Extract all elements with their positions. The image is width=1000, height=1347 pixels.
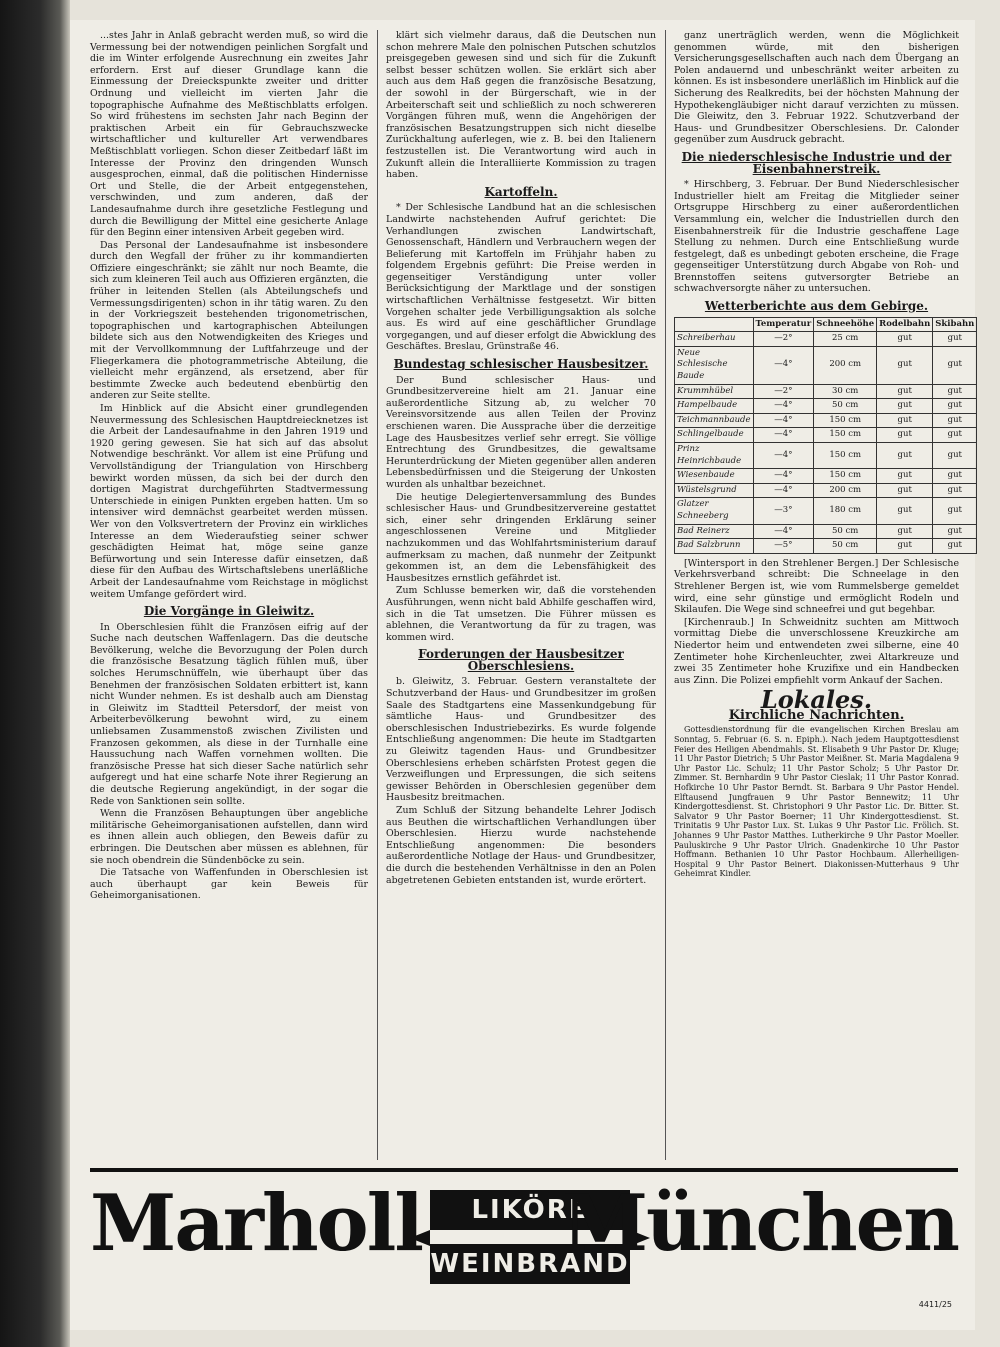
article-text: Die heutige Delegiertenversammlung des Bundes schlesischer Haus- und Grundbesitzervereine gestattet sich, einer sehr dringenden Erklärung seiner angeschlossenen Vereine und Mitglieder nachzukommen und das Wohlfahrtsministerium darauf aufmerksam zu machen, daß nunmehr der Zeitpunkt gekommen ist, an dem die Lebensfähigkeit des Hausbesitzes ernstlich gefährdet ist. [386, 491, 656, 584]
weather-cell: 150 cm [814, 413, 877, 428]
weather-row [675, 483, 977, 498]
weather-cell: 150 cm [814, 469, 877, 484]
ad-label-weinbrand: WEINBRAND [430, 1244, 630, 1284]
weather-cell: gut [877, 483, 933, 498]
weather-cell: gut [877, 498, 933, 524]
weather-cell: gut [933, 443, 977, 469]
book-binding-edge [0, 0, 70, 1347]
weather-cell: —4° [753, 483, 814, 498]
headline-forderungen: Forderungen der Hausbesitzer Oberschlesiens. [418, 647, 624, 673]
weather-cell: Bad Reinerz [675, 524, 754, 539]
weather-row [675, 384, 977, 399]
article-text: b. Gleiwitz, 3. Februar. Gestern veranstaltete der Schutzverband der Haus- und Grundbesitzer im großen Saale des Stadtgartens eine Massenkundgebung für sämtliche Haus- und Grundbesitzer des oberschlesischen Industriebezirks. Es wurde folgende Entschließung angenommen: Die heute im Stadtgarten zu Gleiwitz tagenden Haus- und Grundbesitzer Oberschlesiens erheben schärfsten Protest gegen die Verzweiflungen und Erpressungen, die sich seitens gewisser Behörden in Oberschlesien gegenüber dem Hausbesitz breitmachen. [386, 676, 656, 804]
weather-cell: Bad Salzbrunn [675, 539, 754, 554]
weather-cell: gut [877, 524, 933, 539]
weather-cell: 150 cm [814, 443, 877, 469]
weather-cell: gut [933, 469, 977, 484]
weather-cell: 50 cm [814, 539, 877, 554]
weather-cell: —2° [753, 332, 814, 347]
headline-hausbesitzer: Bundestag schlesischer Hausbesitzer. [393, 357, 649, 372]
weather-header: Skibahn [933, 317, 977, 332]
weather-cell: —4° [753, 524, 814, 539]
weather-cell: gut [933, 524, 977, 539]
weather-cell: gut [933, 483, 977, 498]
weather-cell: 200 cm [814, 346, 877, 384]
weather-cell: Wüstelsgrund [675, 483, 754, 498]
weather-cell: 30 cm [814, 384, 877, 399]
weather-header-row [675, 317, 977, 332]
weather-cell: gut [877, 346, 933, 384]
weather-header: Schneehöhe [814, 317, 877, 332]
weather-cell: 200 cm [814, 483, 877, 498]
weather-row [675, 469, 977, 484]
weather-cell: gut [877, 539, 933, 554]
weather-cell: gut [877, 332, 933, 347]
weather-body [675, 332, 977, 554]
weather-cell: —3° [753, 498, 814, 524]
column-2 [386, 30, 656, 1160]
weather-row [675, 399, 977, 414]
weather-cell: gut [877, 443, 933, 469]
weather-cell: gut [933, 413, 977, 428]
article-text: ganz unerträglich werden, wenn die Möglichkeit genommen würde, mit den bisherigen Versicherungsgesellschaften auch nach dem Übergang an Polen andauernd und unbeschränkt weiter arbeiten zu können. Es ist insbesondere unerläßlich im Hinblick auf die Sicherung des Realkredits, bei der höchsten Mahnung der Hypothekengläubiger nicht darauf verzichten zu müssen. Die Gleiwitz, den 3. Februar 1922. Schutzverband der Haus- und Grundbesitzer Oberschlesiens. Dr. Calonder gegenüber zum Ausdruck gebracht. [674, 30, 959, 146]
article-text: Zum Schlusse bemerken wir, daß die vorstehenden Ausführungen, wenn nicht bald Abhilfe geschaffen wird, sich in die Tat umsetzen. Die Führer müssen es ablehnen, die Verantwortung da für zu tragen, was kommen wird. [386, 585, 656, 643]
newspaper-page [70, 20, 975, 1330]
weather-cell: —4° [753, 413, 814, 428]
column-1 [90, 30, 368, 1160]
weather-cell: Wiesenbaude [675, 469, 754, 484]
ad-brand-left: Marholl [90, 1178, 422, 1269]
arrow-left-icon [410, 1230, 430, 1246]
article-text: * Der Schlesische Landbund hat an die schlesischen Landwirte nachstehenden Aufruf gerichtet: Die Verhandlungen zwischen Landwirtschaft, Genossenschaft, Händlern und Verbrauchern wegen der Belieferung mit Kartoffeln im Frühjahr haben zu folgendem Ergebnis geführt: Die Preise werden in gegenseitiger Verständigung unter voller Berücksichtigung der Marktlage und der sonstigen wirtschaftlichen Verhältnisse festgesetzt. Wir bitten Vorgehen schalter jede Verbilligungsaktion als solche aus. Es wird auf eine geschäftlicher Grundlage vorgegangen, und auf dieser erfolgt die Abwicklung des Geschäftes. Breslau, Grünstraße 46. [386, 202, 656, 353]
article-text: Der Bund schlesischer Haus- und Grundbesitzervereine hielt am 21. Januar eine außerordentliche Sitzung ab, zu welcher 70 Vereinsvorsitzende aus allen Teilen der Provinz erschienen waren. Die Aussprache über die derzeitige Lage des Hausbesitzes verlief sehr erregt. Sie völlige Entrechtung des Grundbesitzes, die gewaltsame Herunterdrückung der Mieten gegenüber allen anderen Lebensbedürfnissen und die Steigerung der Unkosten wurden als unhaltbar bezeichnet. [386, 374, 656, 490]
headline-gleiwitz: Die Vorgänge in Gleiwitz. [143, 604, 315, 619]
weather-cell: —4° [753, 443, 814, 469]
column-rule [377, 30, 378, 1160]
weather-cell: Schlingelbaude [675, 428, 754, 443]
article-text: klärt sich vielmehr daraus, daß die Deutschen nun schon mehrere Male den polnischen Putschen schutzlos preisgegeben gewesen sind und sich für die Zukunft selbst besser schützen wollen. Sie erklärt sich aber auch aus dem Haß gegen die französische Besatzung, der sowohl in der Bürgerschaft, wie in der Arbeiterschaft seit und schließlich zu noch schwereren Vorgängen führen muß, wenn die Angehörigen der französischen Besatzungstruppen sich nicht dieselbe Zurückhaltung auferlegen, wie z. B. bei den Italienern festzustellen ist. Die Verantwortung wird auch in Zukunft allein die Interalliierte Kommission zu tragen haben. [386, 30, 656, 181]
article-text: Gottesdienstordnung für die evangelischen Kirchen Breslau am Sonntag, 5. Februar (6. S. n. Epiph.). Nach jedem Hauptgottesdienst Feier des Heiligen Abendmahls. St. Elisabeth 9 Uhr Pastor Dr. Kluge; 11 Uhr Pastor Dietrich; 5 Uhr Pastor Meißner. St. Maria Magdalena 9 Uhr Pastor Lic. Schulz; 11 Uhr Pastor Scholz; 5 Uhr Pastor Dr. Zimmer. St. Bernhardin 9 Uhr Pastor Cieslak; 11 Uhr Pastor Konrad. Hofkirche 10 Uhr Pastor Berndt. St. Barbara 9 Uhr Pastor Hendel. Elftausend Jungfrauen 9 Uhr Pastor Bennewitz; 11 Uhr Kindergottesdienst. St. Christophori 9 Uhr Pastor Lic. Dr. Bitter. St. Salvator 9 Uhr Pastor Boerner; 11 Uhr Kindergottesdienst. St. Trinitatis 9 Uhr Pastor Lux. St. Lukas 9 Uhr Pastor Lic. Frölich. St. Johannes 9 Uhr Pastor Matthes. Lutherkirche 9 Uhr Pastor Moeller. Pauluskirche 9 Uhr Pastor Ulrich. Gnadenkirche 10 Uhr Pastor Hoffmann. Bethanien 10 Uhr Pastor Hochbaum. Allerheiligen-Hospital 9 Uhr Pastor Beinert. Diakonissen-Mutterhaus 9 Uhr Geheimrat Kindler. [674, 725, 959, 879]
weather-cell: 25 cm [814, 332, 877, 347]
article-text: Das Personal der Landesaufnahme ist insbesondere durch den Wegfall der früher zu ihr kommandierten Offiziere eingeschränkt; sie zählt nur noch Beamte, die sich zum kleineren Teil auch aus Offizieren ergänzten, die früher in leitenden Stellen (als Abteilungschefs und Vermessungsdirigenten) schon in ihr tätig waren. Zu den in der Vorkriegszeit bestehenden trigonometrischen, topographischen und kartographischen Abteilungen bildete sich aus den Notwendigkeiten des Krieges und mit der Vervollkommnung der Luftfahrzeuge und der Fliegerkamera die photogrammetrische Abteilung, die vielleicht mehr ergänzend, als ersetzend, aber für bestimmte Zwecke auch bedeutend ebenbürtig den anderen zur Seite stellte. [90, 239, 368, 402]
headline-industrie: Die niederschlesische Industrie und der Eisenbahnerstreik. [681, 149, 952, 176]
weather-row [675, 539, 977, 554]
weather-cell: Neue Schlesische Baude [675, 346, 754, 384]
column-rule [665, 30, 666, 1160]
weather-cell: —4° [753, 346, 814, 384]
weather-cell: 50 cm [814, 524, 877, 539]
article-text: Die Tatsache von Waffenfunden in Oberschlesien ist auch überhaupt gar kein Beweis für Geheimorganisationen. [90, 867, 368, 902]
weather-cell: Hampelbaude [675, 399, 754, 414]
weather-cell: gut [877, 384, 933, 399]
headline-wetterberichte: Wetterberichte aus dem Gebirge. [704, 299, 929, 314]
ad-brand-right: München [561, 1178, 958, 1269]
article-text: [Wintersport in den Strehlener Bergen.] Der Schlesische Verkehrsverband schreibt: Die Schneelage in den Strehlener Bergen ist, wie vom Rummelsberge gemeldet wird, eine sehr günstige und ermöglicht Rodeln und Skilaufen. Die Wege sind schneefrei und gut begehbar. [674, 557, 959, 616]
headline-kirchliche: Kirchliche Nachrichten. [728, 707, 905, 723]
weather-cell: gut [933, 428, 977, 443]
weather-cell: gut [877, 399, 933, 414]
section-title-lokales: Lokales. [760, 685, 873, 715]
weather-row [675, 332, 977, 347]
advertisement-marholl [90, 1168, 958, 1322]
weather-table [674, 317, 977, 554]
weather-cell: —2° [753, 384, 814, 399]
weather-cell: —4° [753, 428, 814, 443]
weather-cell: gut [877, 413, 933, 428]
ad-mark: 4411/25 [918, 1300, 952, 1309]
weather-cell: Schreiberhau [675, 332, 754, 347]
weather-cell: gut [933, 346, 977, 384]
article-text: [Kirchenraub.] In Schweidnitz suchten am Mittwoch vormittag Diebe die unverschlossene Kreuzkirche am Niedertor heim und entwendeten zwei silberne, eine 40 Zentimeter hohe Kirchenleuchter, zwei Altarkreuze und zwei 35 Zentimeter hohe Kruzifixe und ein Handbecken aus Zinn. Die Polizei empfiehlt vorm Ankauf der Sachen. [674, 616, 959, 686]
article-text: In Oberschlesien fühlt die Französen eifrig auf der Suche nach deutschen Waffenlagern. Das die deutsche Bevölkerung, welche die Bevorzugung der Polen durch die französische Besatzung täglich fühlen muß, über solches Herumschnüffeln, wie überhaupt über das Benehmen der französischen Soldaten erbittert ist, kann nicht Wunder nehmen. Es ist deshalb auch am Dienstag in Gleiwitz im Stadtteil Petersdorf, der meist von Arbeiterbevölkerung bewohnt wird, zu einem unliebsamen Zusammenstoß zwischen Zivilisten und Franzosen gekommen, als diese in der Turnhalle eine Haussuchung nach Waffen vornehmen wollten. Die französische Presse hat sich dieser Sache natürlich sehr aufgeregt und hat eine scharfe Note ihrer Regierung an die deutsche Regierung angekündigt, in der sogar die Rede von Sanktionen sein sollte. [90, 621, 368, 807]
article-text: * Hirschberg, 3. Februar. Der Bund Niederschlesischer Industrieller hielt am Freitag die Mitglieder seiner Ortsgruppe Hirschberg zu einer außerordentlichen Versammlung ein, welcher die Industriellen durch den Eisenbahnerstreik für die Industrie geschaffene Lage Stellung zu nehmen. Durch eine Entschließung wurde festgelegt, daß es unbedingt geboten erscheine, die Frage gegenseitiger Unterstützung durch Abgabe von Roh- und Brennstoffen seitens gutversorgter Betriebe an schwachversorgte näher zu untersuchen. [674, 179, 959, 295]
weather-cell: Prinz Heinrichbaude [675, 443, 754, 469]
weather-header [675, 317, 754, 332]
weather-cell: gut [933, 399, 977, 414]
weather-cell: 50 cm [814, 399, 877, 414]
weather-cell: 180 cm [814, 498, 877, 524]
weather-row [675, 498, 977, 524]
article-text: ...stes Jahr in Anlaß gebracht werden muß, so wird die Vermessung bei der notwendigen peinlichen Sorgfalt und die im Winter erfolgende Ausrechnung ein zweites Jahr erfordern. Erst auf dieser Grundlage kann die Einmessung der Dreieckspunkte zweiter und dritter Ordnung und vielleicht im vierten Jahr die topographische Aufnahme des Meßtischblatts erfolgen. So wird frühestens im sechsten Jahr nach Beginn der praktischen Arbeit ein für Gebrauchszwecke wirtschaftlicher und kultureller Art verwendbares Meßtischblatt vorliegen. Schon dieser Zeitbedarf läßt im Interesse der Provinz den dringenden Wunsch ausgesprochen, einmal, daß die politischen Hindernisse Ort und Stelle, die der Arbeit entgegenstehen, verschwinden, und zum anderen, daß der Landesaufnahme durch ihre gesetzliche Festlegung und durch die Bewilligung der Mittel eine gesicherte Anlage für den Beginn einer intensiven Arbeit gegeben wird. [90, 30, 368, 239]
article-text: Wenn die Französen Behauptungen über angebliche militärische Geheimorganisationen aufstellen, dann wird es ihnen allein auch obliegen, den Beweis dafür zu erbringen. Die Deutschen aber müssen es ablehnen, für sie noch obendrein die Sündenböcke zu sein. [90, 808, 368, 866]
weather-cell: —4° [753, 399, 814, 414]
weather-cell: —5° [753, 539, 814, 554]
weather-cell: gut [933, 498, 977, 524]
weather-header: Temperatur [753, 317, 814, 332]
weather-row [675, 428, 977, 443]
article-text: Im Hinblick auf die Absicht einer grundlegenden Neuvermessung des Schlesischen Hauptdreiecknetzes ist die Arbeit der Landesaufnahme in den Jahren 1919 und 1920 gering gewesen. Sie hat sich auf das absolut Notwendige beschränkt. Vor allem ist eine Prüfung und Vervollständigung der Triangulation von Hirschberg bewirkt worden müssen, da sich bei der durch den dortigen Magistrat durchgeführten Stadtvermessung Unterschiede in einigen Punkten ergeben hatten. Um so intensiver wird demnächst gearbeitet werden müssen. Wer von den Volksvertretern der Provinz ein wirkliches Interesse an dem Wiederaufstieg seiner schwer geschädigten Heimat hat, möge seine ganze Befürwortung und sein Interesse dafür einsetzen, daß diese für den Aufbau des Wirtschaftslebens unerläßliche Arbeit der Landesaufnahme vom Reichstage in möglichst weitem Umfange gefördert wird. [90, 403, 368, 600]
weather-cell: Teichmannbaude [675, 413, 754, 428]
weather-cell: Krummhübel [675, 384, 754, 399]
weather-row [675, 346, 977, 384]
weather-header: Rodelbahn [877, 317, 933, 332]
weather-cell: gut [877, 428, 933, 443]
weather-row [675, 413, 977, 428]
weather-cell: gut [933, 384, 977, 399]
weather-row [675, 524, 977, 539]
weather-cell: gut [877, 469, 933, 484]
weather-row [675, 443, 977, 469]
headline-kartoffeln: Kartoffeln. [484, 184, 558, 199]
weather-cell: Glatzer Schneeberg [675, 498, 754, 524]
article-text: Zum Schluß der Sitzung behandelte Lehrer Jodisch aus Beuthen die wirtschaftlichen Verhandlungen über Oberschlesien. Hierzu wurde nachstehende Entschließung angenommen: Die besonders außerordentliche Notlage der Haus- und Grundbesitzer, die durch die bestehenden Verhältnisse in den an Polen abgetretenen Gebieten entstanden ist, wurde erörtert. [386, 805, 656, 886]
column-3 [674, 30, 975, 1160]
ad-label-likoere: LIKÖRE [430, 1190, 630, 1230]
weather-cell: 150 cm [814, 428, 877, 443]
weather-cell: gut [933, 539, 977, 554]
weather-cell: —4° [753, 469, 814, 484]
weather-cell: gut [933, 332, 977, 347]
